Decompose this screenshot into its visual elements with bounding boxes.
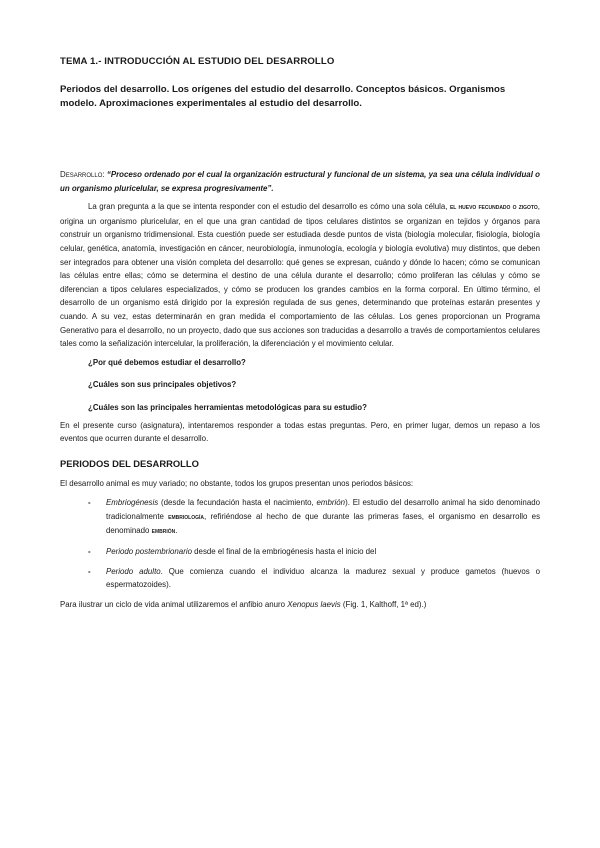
document-title: TEMA 1.- INTRODUCCIÓN AL ESTUDIO DEL DESARROLLO [60,56,335,67]
definition-paragraph [60,168,540,195]
period-term: embriología [168,513,205,521]
period-name: Embriogénesis [106,498,159,508]
period-item [60,565,540,592]
intro-part1: La gran pregunta a la que se intenta responder con el estudio del desarrollo es cómo una sola célula, [88,202,450,212]
intro-term: el huevo fecundado o zigoto [449,204,538,212]
period-text: . [175,526,178,536]
page-content [60,56,540,611]
period-text: desde el final de la embriogénesis hasta el inicio del [191,547,377,557]
period-name: Periodo adulto [106,566,161,576]
list-dash: - [88,498,91,508]
list-dash: - [88,547,91,557]
definition-label: Desarrollo: [60,170,105,179]
period-item [60,545,540,559]
course-paragraph: En el presente curso (asignatura), intentaremos responder a todas estas preguntas. Pero, en primer lugar, demos un repaso a los eventos que ocurren durante el desarrollo. [60,420,540,444]
section-intro: El desarrollo animal es muy variado; no obstante, todos los grupos presentan unos periodos básicos: [60,478,414,488]
definition-text: “Proceso ordenado por el cual la organización estructural y funcional de un sistema, ya sea una célula individual o un organismo pluricelular, se expresa progresivamente”. [60,170,540,193]
question-item: ¿Por qué debemos estudiar el desarrollo? [88,357,246,367]
intro-part2: , origina un organismo pluricelular, en el que una gran cantidad de tipos celulares distintos se organizan en tejidos y órganos para construir un organismo tridimensional. Esta cuestión puede ser estudiada desde puntos de vista (biología molecular, fisiología, biología celular, genética, anatomía, investigación en cáncer, neurobiología, inmunología, ecología y biología evolutiva) muy distintos, que deben ser integrados para obtener una visión completa del desarrollo: qué genes se expresan, cuándo y dónde lo hacen; cómo se comunican las células entre ellas; cómo se determina el destino de una célula durante el desarrollo; cómo proliferan las células y cómo se diferencian a tipos celulares especializados, y cómo se producen los grandes cambios en la forma corporal. En último término, el desarrollo de un organismo está dirigido por la expresión regulada de sus genes, determinando que proteínas estarán presentes y cuando. A su vez, estas determinarán en gran medida el comportamiento de las células. Los genes proporcionan un Programa Generativo para el desarrollo, no un proyecto, dado que sus acciones son traducidas a desarrollo a través de comportamientos celulares tales como la señalización intercelular, la proliferación, la diferenciación y el movimiento celular. [60,202,540,349]
period-text: ). El estudio del desarrollo animal ha sido denominado tradicionalmente [106,498,540,521]
period-text: . Que comienza cuando el individuo alcanza la madurez sexual y produce gametos (huevos o espermatozoides). [106,566,541,590]
questions-list [88,356,540,415]
period-item [60,496,540,539]
period-text: , refiriéndose al hecho de que durante las primeras fases, el organismo en desarrollo es denominado [106,511,541,536]
section-heading: PERIODOS DEL DESARROLLO [60,457,199,469]
period-text: (desde la fecundación hasta el nacimiento, [158,498,317,508]
question-item: ¿Cuáles son las principales herramientas metodológicas para su estudio? [88,402,367,412]
question-item: ¿Cuáles son sus principales objetivos? [88,380,237,390]
period-term: embrión [151,528,176,536]
periods-list [60,496,540,592]
period-text-italic: embrión [316,498,346,508]
period-name: Periodo postembrionario [106,547,192,557]
document-subtitle: Periodos del desarrollo. Los orígenes del estudio del desarrollo. Conceptos básicos. Organismos modelo. Aproximaciones experimentales al estudio del desarrollo. [60,84,506,109]
closing-text: (Fig. 1, Kalthoff, 1ª ed).) [340,599,427,609]
list-dash: - [88,566,91,576]
species-name: Xenopus laevis [287,599,341,609]
closing-text: Para ilustrar un ciclo de vida animal utilizaremos el anfibio anuro [60,599,288,609]
closing-paragraph [60,598,540,612]
intro-paragraph [60,200,540,351]
